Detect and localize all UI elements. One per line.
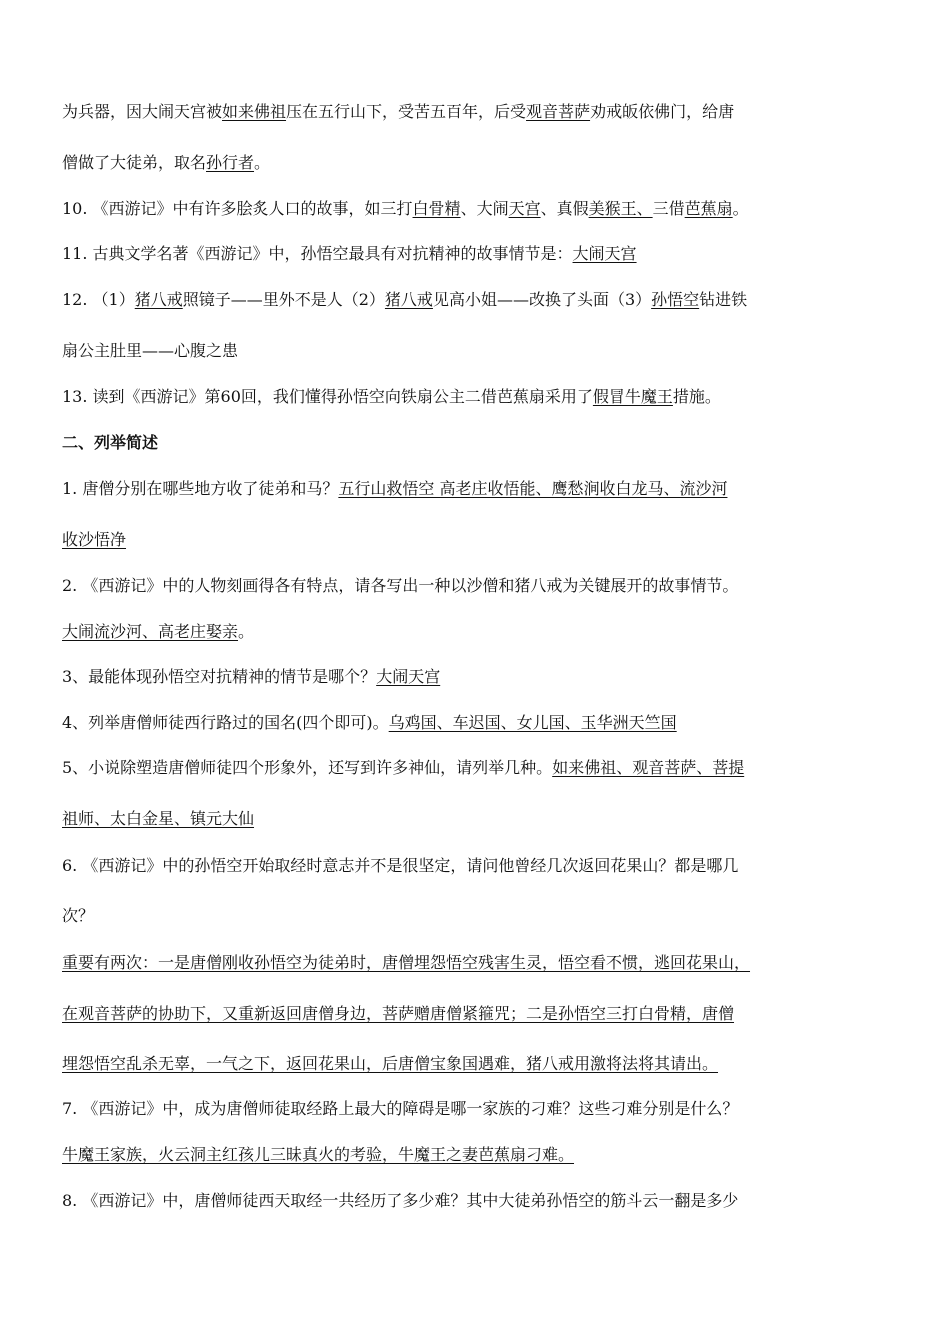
answer-underline: 孙行者: [206, 153, 255, 172]
para-line: 扇公主肚里——心腹之患: [62, 341, 239, 360]
question-3: 3、最能体现孙悟空对抗精神的情节是哪个？大闹天宫: [62, 667, 441, 686]
question-11: 11. 古典文学名著《西游记》中，孙悟空最具有对抗精神的故事情节是：大闹天宫: [62, 244, 637, 263]
para-line: 僧做了大徒弟，取名孙行者。: [62, 153, 271, 172]
answer-underline: 猪八戒: [134, 290, 183, 309]
answer-underline: 祖师、太白金星、镇元大仙: [62, 809, 255, 828]
question-7: 7. 《西游记》中，成为唐僧师徒取经路上最大的障碍是哪一家族的刁难？这些刁难分别是什么？: [62, 1099, 739, 1118]
answer-underline: 如来佛祖、观音菩萨、菩提: [552, 758, 745, 777]
answer-underline: 天宫: [508, 199, 541, 218]
question-4: 4、列举唐僧师徒西行路过的国名(四个即可)。乌鸡国、车迟国、女儿国、玉华洲天竺国: [62, 713, 677, 732]
para-line: 次？: [62, 906, 95, 925]
answer-underline: 重要有两次：一是唐僧刚收孙悟空为徒弟时，唐僧埋怨悟空残害生灵，悟空看不惯，逃回花果山，: [62, 953, 751, 972]
question-6: 6. 《西游记》中的孙悟空开始取经时意志并不是很坚定，请问他曾经几次返回花果山？都是哪几: [62, 856, 739, 875]
answer-line: [62, 530, 126, 550]
answer-underline: 五行山救悟空 高老庄收悟能、鹰愁涧收白龙马、流沙河: [338, 479, 728, 498]
answer-underline: 大闹流沙河、高老庄娶亲: [62, 622, 239, 641]
question-10: 10. 《西游记》中有许多脍炙人口的故事，如三打白骨精、大闹天宫、真假美猴王、三借芭蕉扇。: [62, 199, 749, 218]
answer-underline: 埋怨悟空乱杀无辜，一气之下，返回花果山，后唐僧宝象国遇难，猪八戒用激将法将其请出。: [62, 1054, 719, 1073]
answer-underline: 芭蕉扇: [684, 199, 733, 218]
answer-underline: 大闹天宫: [376, 667, 441, 686]
question-5: 5、小说除塑造唐僧师徒四个形象外，还写到许多神仙，请列举几种。如来佛祖、观音菩萨、菩提: [62, 758, 745, 777]
answer-underline: 如来佛祖: [222, 102, 287, 121]
answer-underline: 白骨精: [412, 199, 461, 218]
answer-underline: 乌鸡国、车迟国、女儿国、玉华洲天竺国: [388, 713, 677, 732]
answer-underline: 孙悟空: [651, 290, 700, 309]
para-line: 为兵器，因大闹天宫被如来佛祖压在五行山下，受苦五百年，后受观音菩萨劝戒皈依佛门，给唐: [62, 102, 735, 121]
answer-underline: 猪八戒: [384, 290, 433, 309]
question-13: 13. 读到《西游记》第60回，我们懂得孙悟空向铁扇公主二借芭蕉扇采用了假冒牛魔王措施。: [62, 387, 721, 406]
answer-line: [62, 1054, 718, 1074]
question-1: 1. 唐僧分别在哪些地方收了徒弟和马？五行山救悟空 高老庄收悟能、鹰愁涧收白龙马、流沙河: [62, 479, 728, 498]
answer-line: 大闹流沙河、高老庄娶亲。: [62, 622, 255, 641]
answer-underline: 大闹天宫: [572, 244, 637, 263]
question-2: 2. 《西游记》中的人物刻画得各有特点，请各写出一种以沙僧和猪八戒为关键展开的故事情节。: [62, 576, 739, 595]
answer-line: [62, 809, 254, 829]
question-8: 8. 《西游记》中，唐僧师徒西天取经一共经历了多少难？其中大徒弟孙悟空的筋斗云一翻是多少: [62, 1191, 739, 1210]
answer-line: [62, 1004, 734, 1024]
answer-underline: 假冒牛魔王: [592, 387, 673, 406]
answer-underline: 美猴王、: [588, 199, 653, 218]
answer-line: [62, 953, 750, 973]
section-heading: 二、列举简述: [62, 433, 159, 452]
question-12: 12. （1）猪八戒照镜子——里外不是人（2）猪八戒见高小姐——改换了头面（3）孙悟空钻进铁: [62, 290, 748, 309]
answer-underline: 收沙悟净: [62, 530, 127, 549]
answer-underline: 在观音菩萨的协助下，又重新返回唐僧身边，菩萨赠唐僧紧箍咒；二是孙悟空三打白骨精，唐僧: [62, 1004, 735, 1023]
answer-line: [62, 1145, 574, 1165]
answer-underline: 牛魔王家族，火云洞主红孩儿三昧真火的考验，牛魔王之妻芭蕉扇刁难。: [62, 1145, 575, 1164]
answer-underline: 观音菩萨: [526, 102, 591, 121]
